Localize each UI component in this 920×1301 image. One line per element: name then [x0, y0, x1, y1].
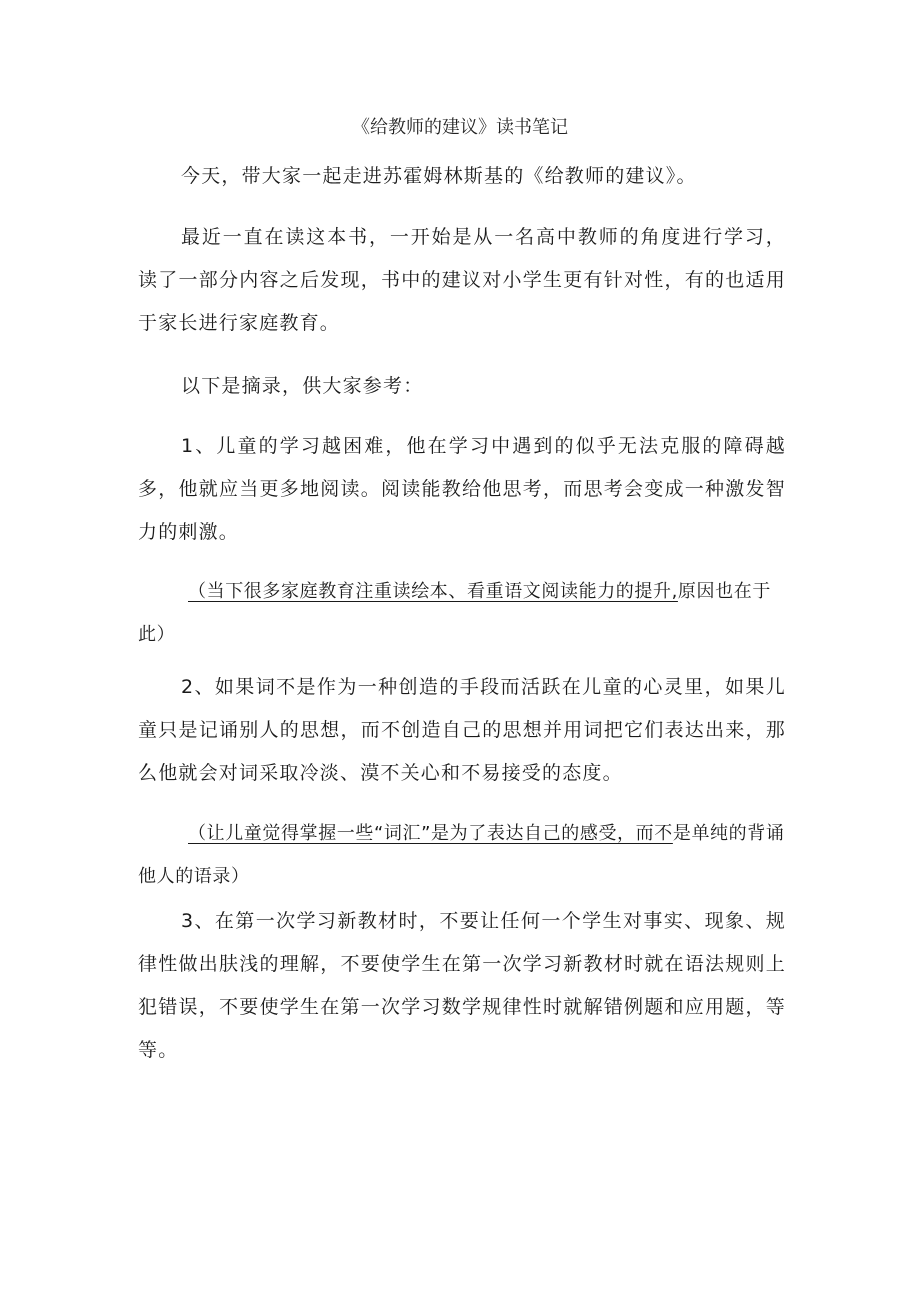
excerpt-item-2: 2、如果词不是作为一种创造的手段而活跃在儿童的心灵里，如果儿童只是记诵别人的思想，而不创造自己的思想并用词把它们表达出来，那么他就会对词采取冷淡、漠不关心和不易接受的态度。: [138, 676, 786, 784]
excerpt-intro: 以下是摘录，供大家参考：: [181, 375, 424, 397]
excerpt-item-1: 1、儿童的学习越困难，他在学习中遇到的似乎无法克服的障碍越多，他就应当更多地阅读。阅读能教给他思考，而思考会变成一种激发智力的刺激。: [138, 435, 786, 543]
note-1-underlined: （当下很多家庭教育注重读绘本、看重语文阅读能力的提升,: [188, 581, 678, 602]
excerpt-item-3: 3、在第一次学习新教材时，不要让任何一个学生对事实、现象、规律性做出肤浅的理解，不要使学生在第一次学习新教材时就在语法规则上犯错误，不要使学生在第一次学习数学规律性时就解错例题和应用题，等等。: [138, 910, 786, 1061]
intro-paragraph: 今天，带大家一起走进苏霍姆林斯基的《给教师的建议》。: [181, 165, 697, 187]
document-title: 《给教师的建议》读书笔记: [352, 117, 568, 138]
note-2-underlined: （让儿童觉得掌握一些“词汇”是为了表达自己的感受，而不: [188, 823, 673, 844]
paragraph-1: 最近一直在读这本书，一开始是从一名高中教师的角度进行学习，读了一部分内容之后发现，书中的建议对小学生更有针对性，有的也适用于家长进行家庭教育。: [138, 226, 786, 334]
note-2: [138, 812, 786, 898]
note-1: [138, 570, 786, 656]
note-1-rest: 原因也在于此）: [138, 581, 771, 645]
note-2-rest: 是单纯的背诵他人的语录）: [138, 823, 785, 887]
